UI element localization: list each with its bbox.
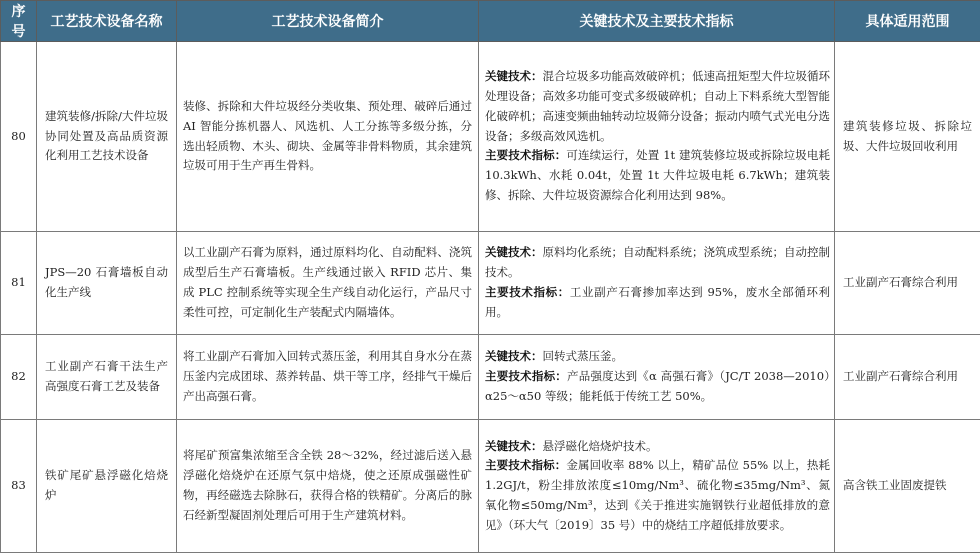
key-tech-text: 悬浮磁化焙烧炉技术。 bbox=[543, 439, 658, 453]
header-name: 工艺技术设备名称 bbox=[37, 1, 177, 42]
row-tech bbox=[479, 232, 835, 335]
indicator-block bbox=[485, 456, 830, 535]
indicator-text: 产品强度达到《α 高强石膏》（JC/T 2038—2010）α25～α50 等级；能耗低于传统工艺 50%。 bbox=[485, 369, 830, 403]
row-scope: 高含铁工业固废提铁 bbox=[835, 420, 980, 553]
row-name: 建筑装修/拆除/大件垃圾协同处置及高品质资源化利用工艺技术设备 bbox=[37, 42, 177, 232]
row-intro: 将工业副产石膏加入回转式蒸压釜，利用其自身水分在蒸压釜内完成团球、蒸养转晶、烘干等工序，经排气干燥后产出高强石膏。 bbox=[177, 335, 479, 420]
row-number: 83 bbox=[1, 420, 37, 553]
indicator-text: 可连续运行，处置 1t 建筑装修垃圾或拆除垃圾电耗 10.3kWh、水耗 0.04t，处置 1t 大件垃圾电耗 6.7kWh；建筑装修、拆除、大件垃圾资源综合化利用达到 98%。 bbox=[485, 148, 830, 202]
row-number: 81 bbox=[1, 232, 37, 335]
key-tech-block bbox=[485, 243, 830, 283]
header-intro: 工艺技术设备简介 bbox=[177, 1, 479, 42]
key-tech-label: 关键技术： bbox=[485, 69, 543, 83]
table-row bbox=[1, 42, 980, 232]
indicator-label: 主要技术指标： bbox=[485, 285, 570, 299]
row-scope: 工业副产石膏综合利用 bbox=[835, 335, 980, 420]
key-tech-label: 关键技术： bbox=[485, 349, 543, 363]
header-no: 序号 bbox=[1, 1, 37, 42]
indicator-block bbox=[485, 283, 830, 323]
header-scope: 具体适用范围 bbox=[835, 1, 980, 42]
indicator-label: 主要技术指标： bbox=[485, 458, 566, 472]
row-name: 工业副产石膏干法生产高强度石膏工艺及装备 bbox=[37, 335, 177, 420]
row-number: 82 bbox=[1, 335, 37, 420]
key-tech-text: 混合垃圾多功能高效破碎机；低速高扭矩型大件垃圾循环处理设备；高效多功能可变式多级破碎机；自动上下料系统大型智能化破碎机；高速变频曲轴转动垃圾筛分设备；振动内喷气式光电分选设备；多级高效风选机。 bbox=[485, 69, 830, 142]
header-tech: 关键技术及主要技术指标 bbox=[479, 1, 835, 42]
key-tech-block bbox=[485, 67, 830, 146]
table-row bbox=[1, 420, 980, 553]
indicator-label: 主要技术指标： bbox=[485, 369, 567, 383]
table-row bbox=[1, 232, 980, 335]
header-row bbox=[1, 1, 980, 42]
row-intro: 以工业副产石膏为原料，通过原料均化、自动配料、浇筑成型后生产石膏墙板。生产线通过嵌入 RFID 芯片、集成 PLC 控制系统等实现全生产线自动化运行，产品尺寸柔性可控，可定制化生产装配式内隔墙体。 bbox=[177, 232, 479, 335]
indicator-text: 工业副产石膏掺加率达到 95%，废水全部循环利用。 bbox=[485, 285, 830, 319]
indicator-text: 金属回收率 88% 以上，精矿品位 55% 以上，热耗 1.2GJ/t，粉尘排放浓度≤10mg/Nm³、硫化物≤35mg/Nm³、氮氧化物≤50mg/Nm³，达到《关于推进实施钢铁行业超低排放的意见》（环大气〔2019〕35 号）中的烧结工序超低排放要求。 bbox=[485, 458, 830, 531]
key-tech-block bbox=[485, 347, 830, 367]
row-tech bbox=[479, 420, 835, 553]
key-tech-label: 关键技术： bbox=[485, 439, 543, 453]
row-name: 铁矿尾矿悬浮磁化焙烧炉 bbox=[37, 420, 177, 553]
key-tech-block bbox=[485, 437, 830, 457]
key-tech-label: 关键技术： bbox=[485, 245, 543, 259]
indicator-block bbox=[485, 146, 830, 205]
row-scope: 建筑装修垃圾、拆除垃圾、大件垃圾回收利用 bbox=[835, 42, 980, 232]
table-row bbox=[1, 335, 980, 420]
row-tech bbox=[479, 42, 835, 232]
row-intro: 装修、拆除和大件垃圾经分类收集、预处理、破碎后通过 AI 智能分拣机器人、风选机、人工分拣等多级分拣，分选出轻质物、木头、砌块、金属等非骨料物质，其余建筑垃圾可用于生产再生骨料。 bbox=[177, 42, 479, 232]
row-number: 80 bbox=[1, 42, 37, 232]
key-tech-text: 回转式蒸压釜。 bbox=[543, 349, 624, 363]
key-tech-text: 原料均化系统；自动配料系统；浇筑成型系统；自动控制技术。 bbox=[485, 245, 830, 279]
indicator-label: 主要技术指标： bbox=[485, 148, 566, 162]
indicator-block bbox=[485, 367, 830, 407]
row-tech bbox=[479, 335, 835, 420]
row-scope: 工业副产石膏综合利用 bbox=[835, 232, 980, 335]
row-name: JPS—20 石膏墙板自动化生产线 bbox=[37, 232, 177, 335]
row-intro: 将尾矿预富集浓缩至含全铁 28～32%，经过滤后送入悬浮磁化焙烧炉在还原气氛中焙烧，使之还原成强磁性矿物，再经磁选去除脉石，获得合格的铁精矿。分离后的脉石经新型凝固剂处理后可用于生产建筑材料。 bbox=[177, 420, 479, 553]
